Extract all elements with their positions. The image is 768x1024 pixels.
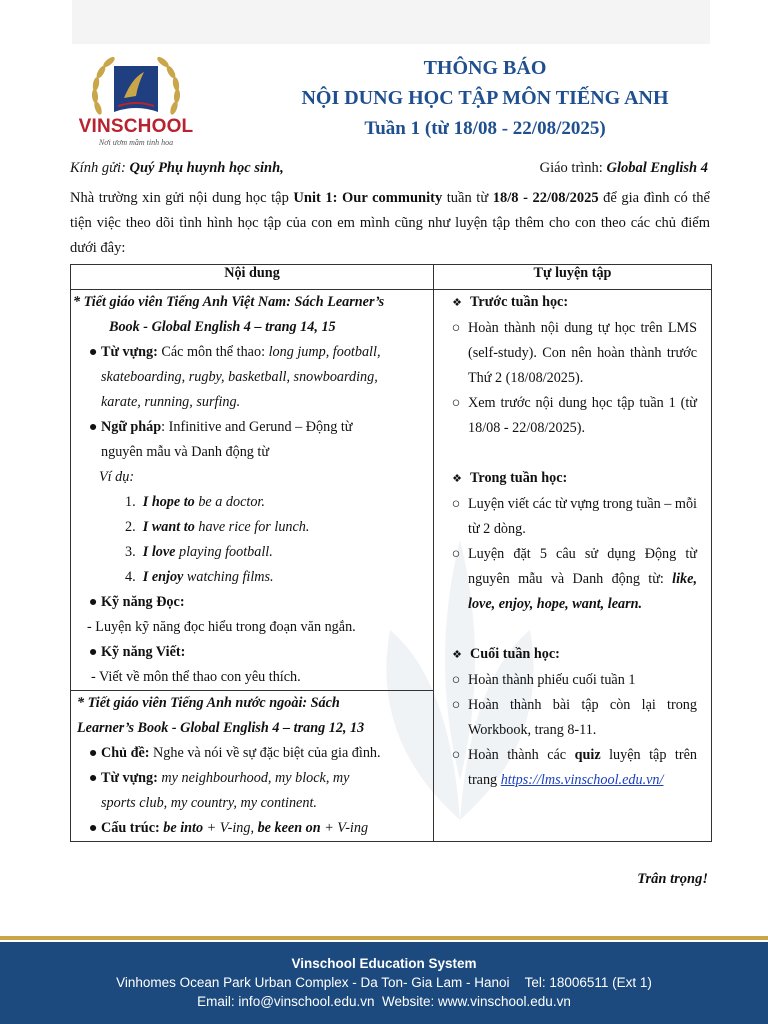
vn-title: * Tiết giáo viên Tiếng Anh Việt Nam: Sách Learner’s <box>73 294 385 310</box>
book-icon <box>114 66 158 112</box>
vn-reading: ● Kỹ năng Đọc: <box>71 590 433 615</box>
bullet-icon: ● <box>88 770 98 786</box>
bullet-icon: ● <box>88 594 98 610</box>
example-item: 1. I hope to be a doctor. <box>125 494 265 510</box>
during-week: ❖ Trong tuần học: <box>444 466 697 492</box>
logo-slogan: Nơi ươm mầm tinh hoa <box>98 138 174 147</box>
example-item: 4. I enjoy watching films. <box>125 569 274 585</box>
col-header-content: Nội dung <box>71 265 434 290</box>
before-week: ❖ Trước tuần học: <box>444 290 697 316</box>
diamond-bullet-icon: ❖ <box>452 649 462 661</box>
diamond-bullet-icon: ❖ <box>452 297 462 309</box>
foreign-title: * Tiết giáo viên Tiếng Anh nước ngoài: Sách <box>77 695 340 711</box>
footer-website[interactable]: Website: www.vinschool.edu.vn <box>381 994 571 1009</box>
greeting-value: Quý Phụ huynh học sinh, <box>129 160 284 176</box>
diamond-bullet-icon: ❖ <box>452 473 462 485</box>
footer-divider <box>0 936 768 940</box>
vn-teacher-cell: * Tiết giáo viên Tiếng Anh Việt Nam: Sách Learner’s Book - Global English 4 – trang 14, 15 ● Từ vựng: Các môn thể thao: long jump, football, skateboarding, rugby, basketball, snowboarding, karate, running, surfing. ● Ngữ pháp: Infinitive and Gerund – Động từ nguyên mẫu và Danh động từ Ví dụ: 1. I hope to be a doctor. 2. I want to have rice for lunch. 3. I love playing football. 4. I enjoy watching films. ● Kỹ năng Đọc: - Luyện kỹ năng đọc hiểu trong đoạn văn ngắn. ● Kỹ năng Viết: - Viết về môn thể thao con yêu thích. <box>71 290 434 691</box>
footer-address: Vinhomes Ocean Park Urban Complex - Da Ton- Gia Lam - Hanoi Tel: 18006511 (Ext 1) <box>116 975 652 990</box>
self-study-cell <box>434 290 712 842</box>
list-item: ○ Hoàn thành các quiz luyện tập trên trang https://lms.vinschool.edu.vn/ <box>451 747 697 788</box>
content-table <box>70 264 712 842</box>
subject-title: NỘI DUNG HỌC TẬP MÔN TIẾNG ANH <box>301 87 669 109</box>
top-band <box>72 0 710 44</box>
col-header-self-study: Tự luyện tập <box>434 265 712 290</box>
list-item: ○ Luyện viết các từ vựng trong tuần – mỗi từ 2 dòng. <box>451 496 697 537</box>
textbook-value: Global English 4 <box>606 160 708 176</box>
greeting: Kính gửi: Quý Phụ huynh học sinh, <box>70 160 284 176</box>
foreign-topic: ● Chủ đề: Nghe và nói về sự đặc biệt của gia đình. <box>71 741 433 766</box>
list-item: ○ Hoàn thành phiếu cuối tuần 1 <box>451 672 636 688</box>
weekend: ❖ Cuối tuần học: <box>444 642 697 668</box>
footer-org-name: Vinschool Education System <box>291 956 477 971</box>
footer-email[interactable]: Email: info@vinschool.edu.vn <box>197 994 375 1009</box>
footer-contact <box>0 994 768 1009</box>
intro-paragraph: Nhà trường xin gửi nội dung học tập Unit 1: Our community tuần từ 18/8 - 22/08/2025 để gia đình có thể tiện việc theo dõi tình hình học tập của con em mình cũng như luyện tập thêm cho con theo các chủ điểm dưới đây: <box>70 190 710 256</box>
footer-tel: Tel: 18006511 (Ext 1) <box>524 975 652 990</box>
bullet-icon: ● <box>88 419 98 435</box>
notice-title: THÔNG BÁO <box>423 57 547 79</box>
lms-link[interactable]: https://lms.vinschool.edu.vn/ <box>500 772 664 788</box>
example-item: 3. I love playing football. <box>125 544 273 560</box>
list-item: ○ Xem trước nội dung học tập tuần 1 (từ 18/08 - 22/08/2025). <box>451 395 697 436</box>
bullet-icon: ● <box>88 820 98 836</box>
bullet-icon: ● <box>88 644 98 660</box>
vn-grammar: ● Ngữ pháp: Infinitive and Gerund – Động từ <box>71 415 433 440</box>
footer <box>0 942 768 1024</box>
foreign-teacher-cell: * Tiết giáo viên Tiếng Anh nước ngoài: Sách Learner’s Book - Global English 4 – trang 12, 13 ● Chủ đề: Nghe và nói về sự đặc biệt của gia đình. ● Từ vựng: my neighbourhood, my block, my sports club, my country, my continent. ● Cấu trúc: be into + V-ing, be keen on + V-ing <box>71 691 434 842</box>
list-item: ○ Luyện đặt 5 câu sử dụng Động từ nguyên mẫu và Danh động từ: like, love, enjoy, hope, want, learn. <box>451 546 697 612</box>
signoff: Trân trọng! <box>637 871 708 887</box>
textbook: Giáo trình: Global English 4 <box>539 160 708 176</box>
example-item: 2. I want to have rice for lunch. <box>125 519 310 535</box>
foreign-vocab: ● Từ vựng: my neighbourhood, my block, my <box>71 766 433 791</box>
bullet-icon: ● <box>88 745 98 761</box>
example-label: Ví dụ: <box>99 469 135 485</box>
foreign-structure: ● Cấu trúc: be into + V-ing, be keen on + V-ing <box>71 816 433 841</box>
list-item: ○ Hoàn thành bài tập còn lại trong Workbook, trang 8-11. <box>451 697 697 738</box>
vn-vocab: ● Từ vựng: Các môn thể thao: long jump, football, <box>71 340 433 365</box>
logo-brand: VINSCHOOL <box>78 116 194 137</box>
week-title: Tuần 1 (từ 18/08 - 22/08/2025) <box>364 118 606 139</box>
bullet-icon: ● <box>88 344 98 360</box>
vn-writing: ● Kỹ năng Viết: <box>71 640 433 665</box>
list-item: ○ Hoàn thành nội dung tự học trên LMS (self-study). Con nên hoàn thành trước Thứ 2 (18/08/2025). <box>451 320 697 386</box>
